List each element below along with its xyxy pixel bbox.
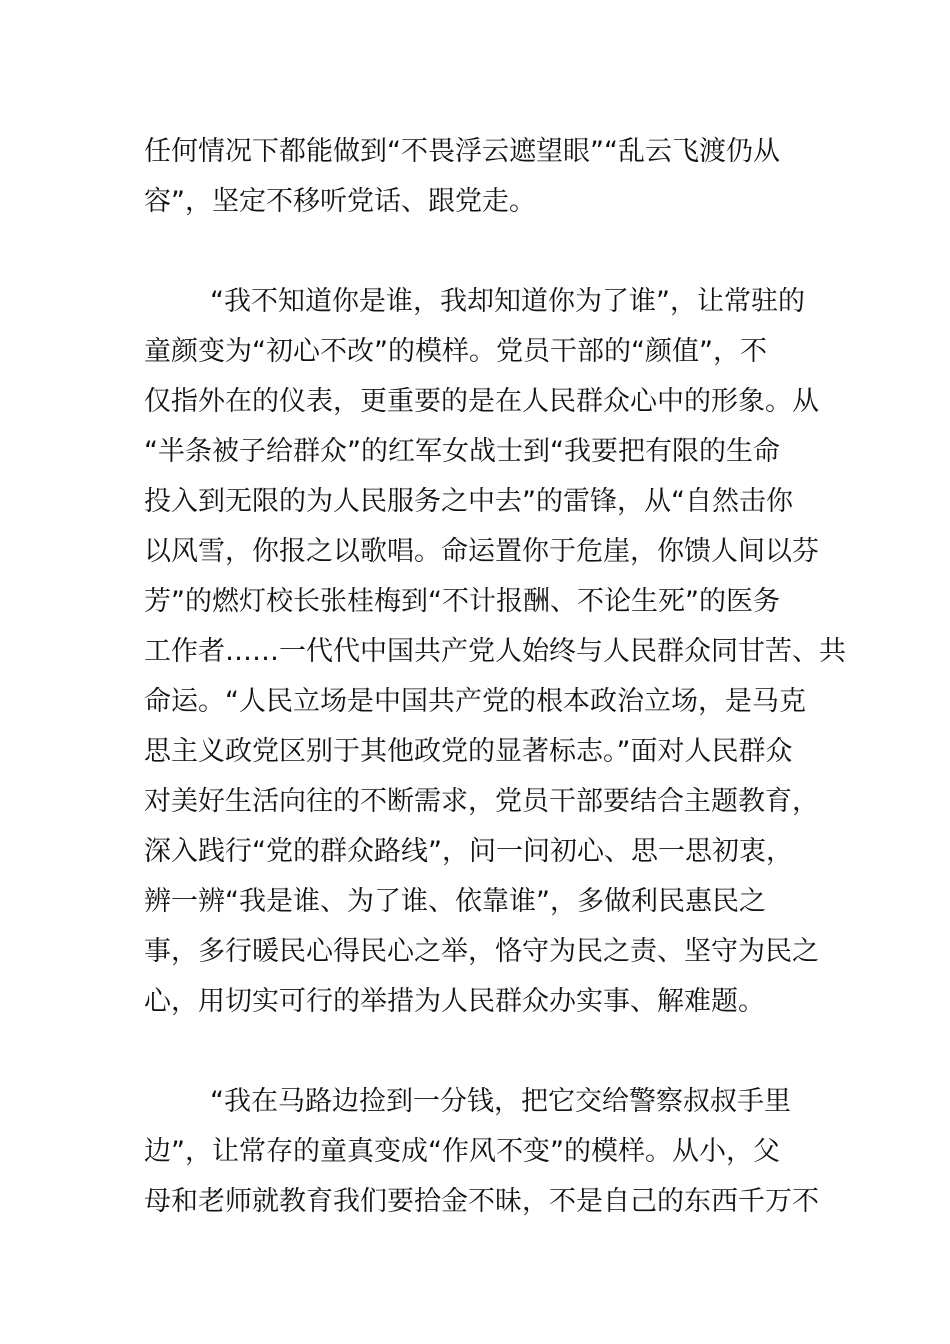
- text-line: 母和老师就教育我们要拾金不昧，不是自己的东西千万不: [144, 1186, 819, 1217]
- text-line: 工作者……一代代中国共产党人始终与人民群众同甘苦、共: [144, 636, 846, 667]
- paragraph-1: [144, 127, 814, 227]
- text-line: 任何情况下都能做到“不畏浮云遮望眼”“乱云飞渡仍从: [144, 136, 780, 167]
- text-line: 投入到无限的为人民服务之中去”的雷锋，从“自然击你: [144, 486, 793, 517]
- paragraph-2: [144, 277, 846, 1027]
- text-line: 边”，让常存的童真变成“作风不变”的模样。从小，父: [144, 1136, 780, 1167]
- text-line: “半条被子给群众”的红军女战士到“我要把有限的生命: [144, 436, 780, 467]
- text-line: 对美好生活向往的不断需求，党员干部要结合主题教育，: [144, 786, 819, 817]
- text-line: 芳”的燃灯校长张桂梅到“不计报酬、不论生死”的医务: [144, 586, 780, 617]
- text-line: 童颜变为“初心不改”的模样。党员干部的“颜值”，不: [144, 336, 767, 367]
- text-line: 心，用切实可行的举措为人民群众办实事、解难题。: [144, 986, 765, 1017]
- text-line: “我不知道你是谁，我却知道你为了谁”，让常驻的: [210, 286, 805, 317]
- text-line: 深入践行“党的群众路线”，问一问初心、思一思初衷，: [144, 836, 793, 867]
- text-line: 仅指外在的仪表，更重要的是在人民群众心中的形象。从: [144, 386, 819, 417]
- text-line: “我在马路边捡到一分钱，把它交给警察叔叔手里: [210, 1086, 791, 1117]
- text-line: 命运。“人民立场是中国共产党的根本政治立场，是马克: [144, 686, 806, 717]
- text-line: 容”，坚定不移听党话、跟党走。: [144, 186, 536, 217]
- body-text: [144, 127, 846, 1227]
- paragraph-3: [144, 1077, 819, 1227]
- paragraph-gap: [144, 1027, 814, 1077]
- text-line: 辨一辨“我是谁、为了谁、依靠谁”，多做利民惠民之: [144, 886, 766, 917]
- text-line: 思主义政党区别于其他政党的显著标志。”面对人民群众: [144, 736, 793, 767]
- paragraph-gap: [144, 227, 814, 277]
- text-line: 事，多行暖民心得民心之举，恪守为民之责、坚守为民之: [144, 936, 819, 967]
- text-line: 以风雪，你报之以歌唱。命运置你于危崖，你馈人间以芬: [144, 536, 819, 567]
